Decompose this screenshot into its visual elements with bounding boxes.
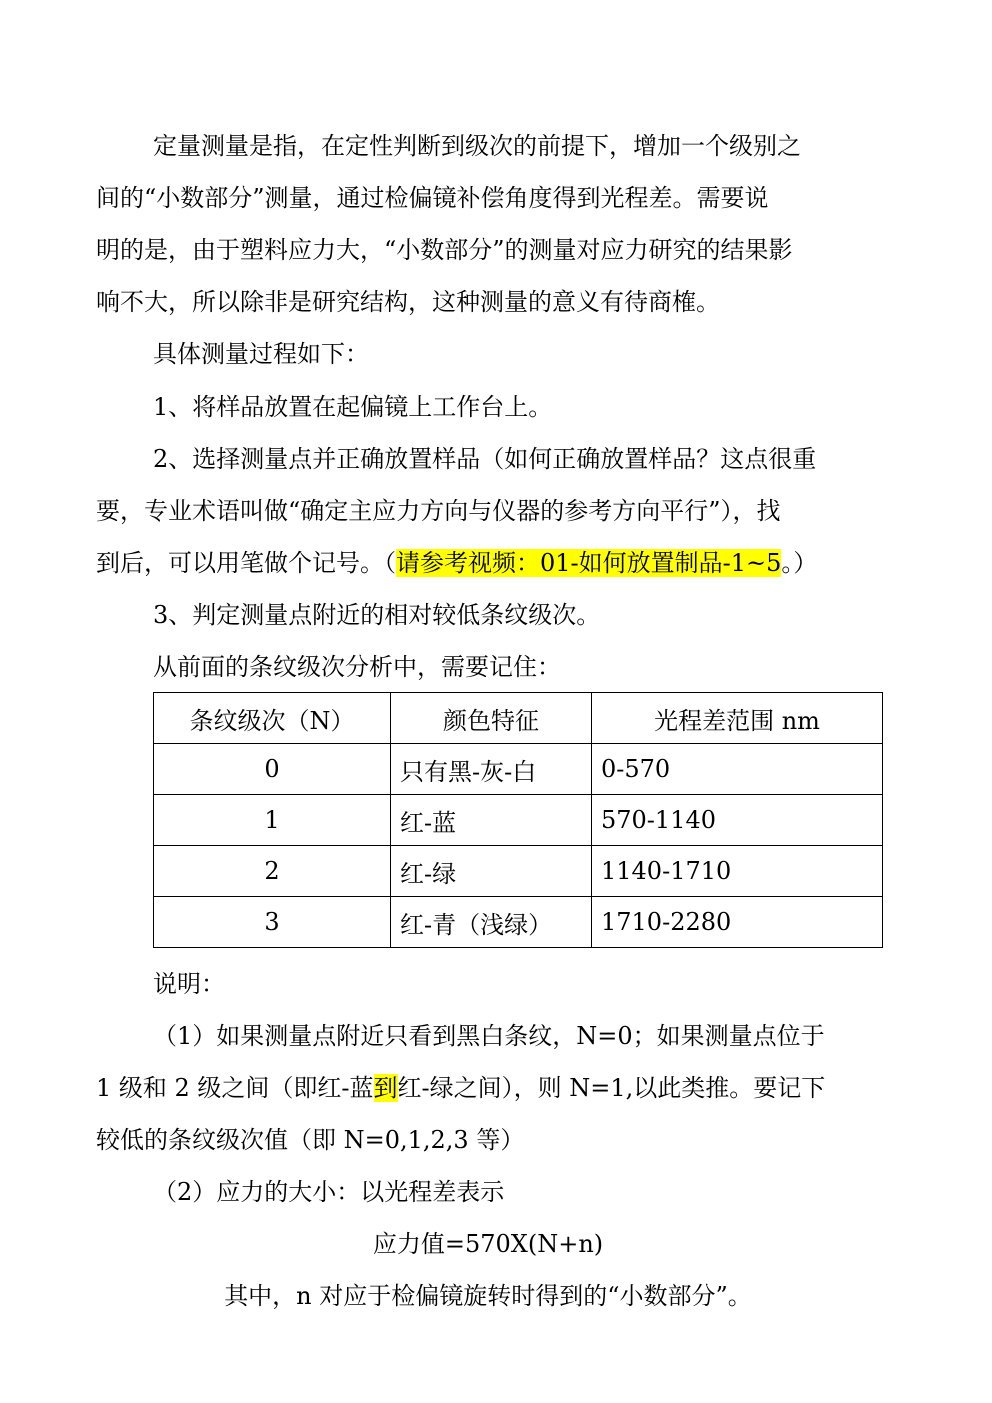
cell-range: 570-1140 (592, 795, 883, 846)
cell-range: 1140-1710 (592, 846, 883, 897)
header-color-feature: 颜色特征 (391, 693, 592, 744)
note-1-line-3: 较低的条纹级次值（即 N=0,1,2,3 等） (96, 1126, 525, 1154)
note-1-line-2-prefix: 1 级和 2 级之间（即红-蓝 (96, 1074, 374, 1102)
step-1: 1、将样品放置在起偏镜上工作台上。 (153, 393, 553, 421)
stress-formula: 应力值=570X(N+n) (372, 1230, 604, 1258)
step-2-line-3-suffix: 。） (781, 549, 818, 577)
cell-color: 红-青（浅绿） (391, 897, 592, 948)
cell-range: 0-570 (592, 744, 883, 795)
cell-order: 1 (154, 795, 391, 846)
cell-order: 2 (154, 846, 391, 897)
intro-line-1: 定量测量是指，在定性判断到级次的前提下，增加一个级别之 (153, 132, 801, 160)
table-row (154, 897, 883, 948)
note-1-line-2-suffix: 红-绿之间），则 N=1,以此类推。要记下 (397, 1074, 826, 1102)
cell-color: 只有黑-灰-白 (391, 744, 592, 795)
cell-color: 红-蓝 (391, 795, 592, 846)
video-reference-highlight: 请参考视频：01-如何放置制品-1~5 (396, 549, 782, 577)
header-fringe-order: 条纹级次（N） (154, 693, 391, 744)
cell-order: 0 (154, 744, 391, 795)
note-highlight: 到 (373, 1074, 398, 1102)
formula-explanation: 其中，n 对应于检偏镜旋转时得到的“小数部分”。 (224, 1282, 752, 1310)
process-title: 具体测量过程如下： (153, 340, 369, 368)
cell-range: 1710-2280 (592, 897, 883, 948)
table-row (154, 744, 883, 795)
step-2-line-2: 要，专业术语叫做“确定主应力方向与仪器的参考方向平行”），找 (96, 497, 781, 525)
step-2-line-3 (96, 548, 880, 578)
cell-color: 红-绿 (391, 846, 592, 897)
table-row (154, 795, 883, 846)
fringe-order-table (153, 692, 883, 948)
note-1-line-1: （1）如果测量点附近只看到黑白条纹，N=0；如果测量点位于 (153, 1022, 825, 1050)
step-2-line-3-prefix: 到后，可以用笔做个记号。（ (96, 549, 396, 577)
notes-title: 说明： (153, 970, 225, 998)
intro-line-4: 响不大，所以除非是研究结构，这种测量的意义有待商榷。 (96, 288, 720, 316)
remember-line: 从前面的条纹级次分析中，需要记住： (153, 653, 561, 681)
intro-line-2: 间的“小数部分”测量，通过检偏镜补偿角度得到光程差。需要说 (96, 184, 769, 212)
table-header-row (154, 693, 883, 744)
table-row (154, 846, 883, 897)
step-2-line-1: 2、选择测量点并正确放置样品（如何正确放置样品？这点很重 (153, 445, 817, 473)
note-1-line-2 (96, 1073, 880, 1103)
step-3: 3、判定测量点附近的相对较低条纹级次。 (153, 601, 601, 629)
cell-order: 3 (154, 897, 391, 948)
note-2: （2）应力的大小：以光程差表示 (153, 1178, 505, 1206)
intro-line-3: 明的是，由于塑料应力大，“小数部分”的测量对应力研究的结果影 (96, 236, 793, 264)
header-path-difference: 光程差范围 nm (592, 693, 883, 744)
